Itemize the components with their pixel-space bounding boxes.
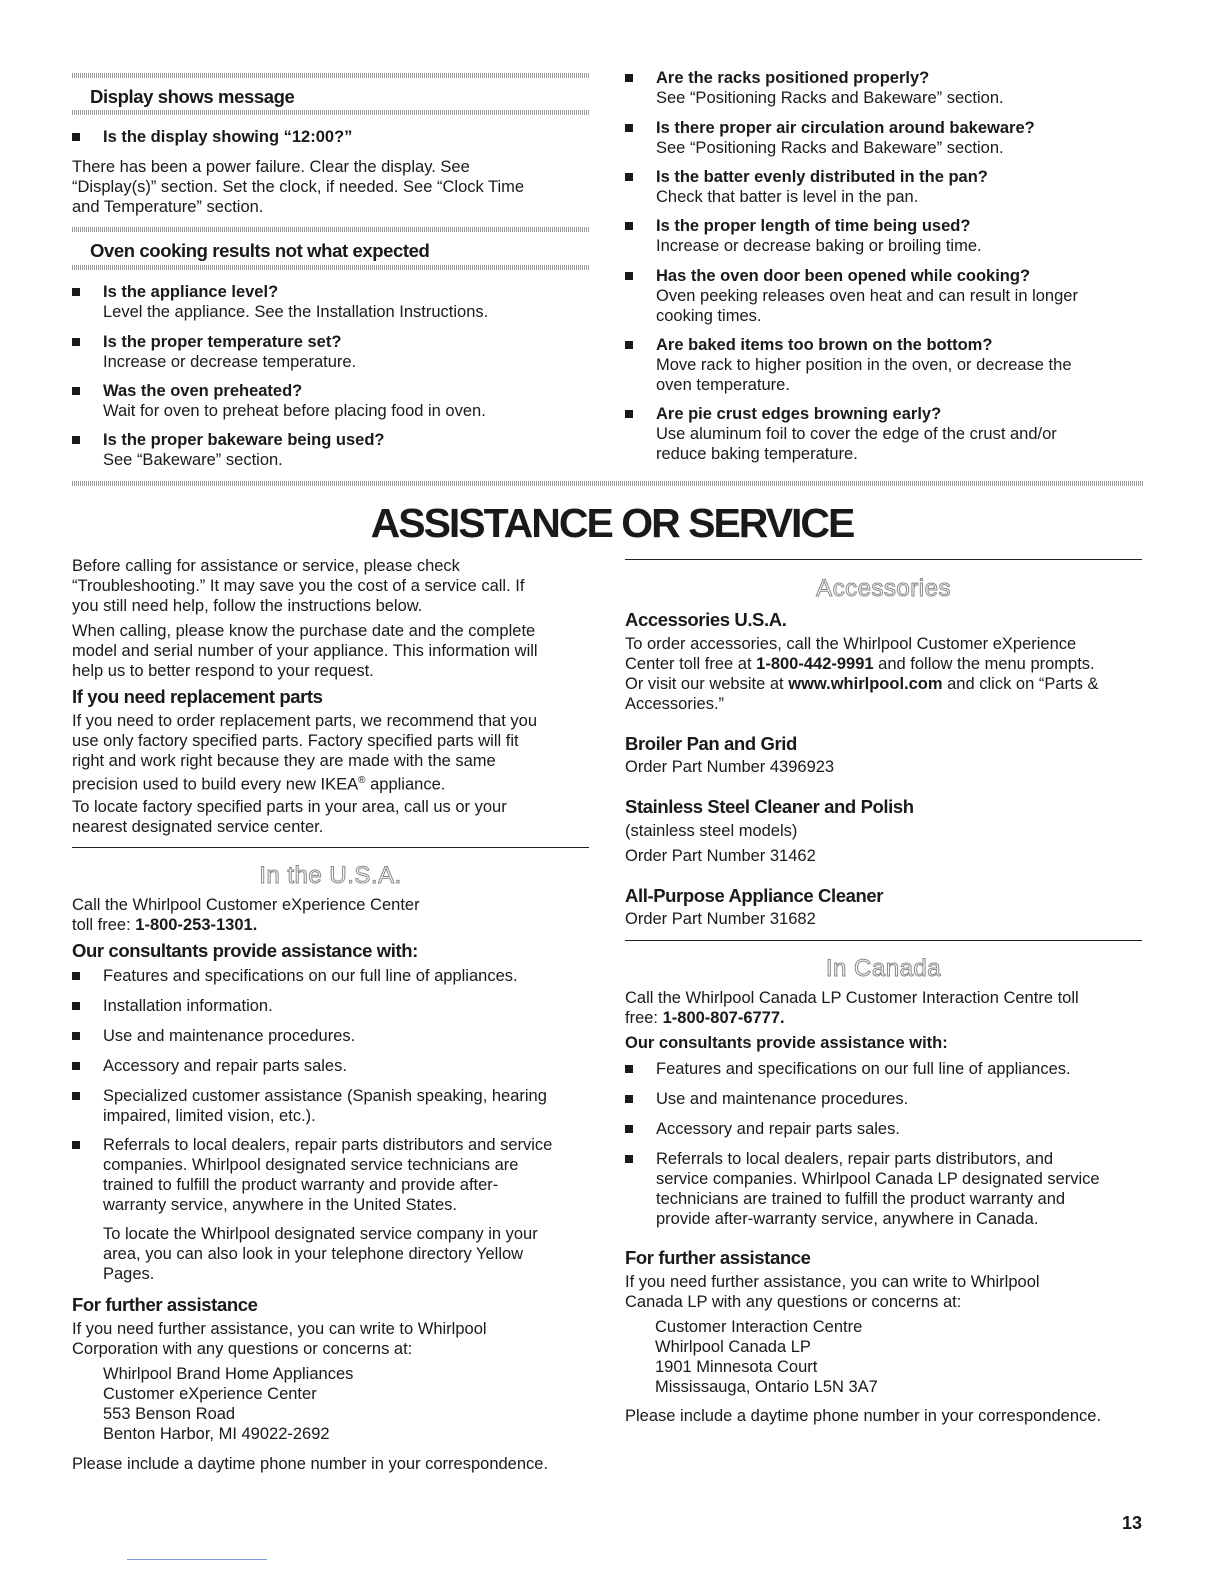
bullet-icon [625, 1155, 633, 1163]
parts-paragraph-2: To locate factory specified parts in your area, call us or your nearest designated service center. [72, 798, 507, 836]
list-item [625, 1059, 1165, 1079]
usa-heading: In the U.S.A. [259, 862, 402, 889]
bullet-icon [625, 410, 633, 418]
bullet-icon [625, 124, 633, 132]
bullet-icon [72, 436, 80, 444]
allpurpose-part: Order Part Number 31682 [625, 910, 816, 928]
intro-paragraph-1: Before calling for assistance or service, please check “Troubleshooting.” It may save you the cost of a service call. If you still need help, follow the instructions below. [72, 557, 525, 615]
usa-further-heading: For further assistance [72, 1294, 258, 1315]
bullet-icon [72, 1062, 80, 1070]
answer-line: Level the appliance. See the Installation Instructions. [103, 303, 489, 321]
list-item [625, 68, 1165, 108]
canada-further-text: If you need further assistance, you can write to Whirlpool Canada LP with any questions or concerns at: [625, 1273, 1040, 1311]
bullet-icon [72, 972, 80, 980]
allpurpose-heading: All-Purpose Appliance Cleaner [625, 885, 884, 906]
item-line: Accessory and repair parts sales. [656, 1120, 900, 1138]
item-line: Specialized customer assistance (Spanish speaking, hearing [103, 1087, 547, 1105]
assistance-title: ASSISTANCE OR SERVICE [370, 500, 854, 546]
item-line: Use and maintenance procedures. [103, 1027, 356, 1045]
bullet-icon [625, 173, 633, 181]
list-item [72, 966, 602, 986]
stainless-note: (stainless steel models) [625, 822, 798, 840]
display-heading: Display shows message [90, 86, 295, 107]
answer-line: Oven peeking releases oven heat and can result in longer [656, 287, 1078, 305]
bullet-icon [625, 74, 633, 82]
item-line: service companies. Whirlpool Canada LP designated service [656, 1170, 1100, 1188]
question: Are pie crust edges browning early? [656, 405, 942, 423]
bullet-icon [72, 1002, 80, 1010]
list-item [72, 1026, 602, 1046]
section-rule [625, 940, 1142, 941]
section-rule [72, 847, 589, 848]
item-line: Referrals to local dealers, repair parts distributors and service [103, 1136, 553, 1154]
broiler-part: Order Part Number 4396923 [625, 758, 835, 776]
stainless-heading: Stainless Steel Cleaner and Polish [625, 796, 914, 817]
website-link: www.whirlpool.com [788, 675, 943, 693]
list-item [625, 216, 1165, 256]
item-line: trained to fulfill the product warranty and provide after- [103, 1176, 499, 1194]
bullet-icon [625, 1065, 633, 1073]
usa-consult-heading: Our consultants provide assistance with: [72, 940, 418, 961]
bullet-icon [72, 1032, 80, 1040]
question: Are baked items too brown on the bottom? [656, 336, 993, 354]
list-item [625, 1149, 1165, 1229]
item-line: Use and maintenance procedures. [656, 1090, 909, 1108]
list-item [625, 1119, 1165, 1139]
usa-locate: To locate the Whirlpool designated service company in your area, you can also look in your telephone directory Yellow Pages. [103, 1225, 538, 1283]
question: Are the racks positioned properly? [656, 69, 930, 87]
item-line: companies. Whirlpool designated service technicians are [103, 1156, 519, 1174]
canada-consult-heading: Our consultants provide assistance with: [625, 1034, 948, 1052]
dotted-rule [72, 73, 589, 78]
answer-line: Wait for oven to preheat before placing food in oven. [103, 402, 486, 420]
bullet-icon [625, 272, 633, 280]
question: Is the proper length of time being used? [656, 217, 971, 235]
answer-line: See “Positioning Racks and Bakeware” section. [656, 139, 1004, 157]
item-line: Features and specifications on our full line of appliances. [656, 1060, 1071, 1078]
page-number: 13 [1121, 1513, 1142, 1533]
list-item [625, 404, 1165, 464]
list-item [625, 335, 1165, 395]
list-item [72, 996, 602, 1016]
answer-line: Increase or decrease baking or broiling time. [656, 237, 982, 255]
dotted-rule [72, 227, 589, 232]
answer-line: reduce baking temperature. [656, 445, 858, 463]
list-item [72, 381, 602, 421]
item-line: provide after-warranty service, anywhere in Canada. [656, 1210, 1039, 1228]
list-item [72, 430, 602, 470]
list-item [625, 167, 1165, 207]
stainless-part: Order Part Number 31462 [625, 847, 816, 865]
item-line: technicians are trained to fulfill the product warranty and [656, 1190, 1066, 1208]
usa-include: Please include a daytime phone number in your correspondence. [72, 1455, 549, 1473]
footer-rule [127, 1559, 267, 1560]
list-item [625, 266, 1165, 326]
answer-line: Increase or decrease temperature. [103, 353, 357, 371]
item-line: Installation information. [103, 997, 273, 1015]
usa-further-text: If you need further assistance, you can write to Whirlpool Corporation with any questions or concerns at: [72, 1320, 487, 1358]
bullet-icon [625, 341, 633, 349]
dotted-rule [72, 110, 589, 115]
answer-line: See “Bakeware” section. [103, 451, 283, 469]
bullet-icon [72, 1092, 80, 1100]
question: Is the proper bakeware being used? [103, 431, 385, 449]
question: Is the batter evenly distributed in the pan? [656, 168, 988, 186]
canada-call: Call the Whirlpool Canada LP Customer Interaction Centre toll free: 1-800-807-6777. [625, 989, 1079, 1027]
list-item [72, 282, 602, 322]
answer-line: Use aluminum foil to cover the edge of the crust and/or [656, 425, 1057, 443]
broiler-heading: Broiler Pan and Grid [625, 733, 797, 754]
question: Was the oven preheated? [103, 382, 303, 400]
question: Is the proper temperature set? [103, 333, 342, 351]
dotted-rule [72, 265, 589, 270]
canada-include: Please include a daytime phone number in your correspondence. [625, 1407, 1102, 1425]
dotted-rule [72, 481, 1144, 486]
list-item [72, 332, 602, 372]
item-line: Features and specifications on our full line of appliances. [103, 967, 518, 985]
bullet-icon [72, 1141, 80, 1149]
accessories-heading: Accessories [816, 575, 951, 602]
bullet-icon [625, 222, 633, 230]
parts-heading: If you need replacement parts [72, 686, 323, 707]
usa-call: Call the Whirlpool Customer eXperience Center toll free: 1-800-253-1301. [72, 896, 420, 934]
parts-paragraph-1: If you need to order replacement parts, we recommend that you use only factory specified parts. Factory specified parts will fit right and work right because they are made with the same precision used to build every new IKEA® appliance. [72, 712, 537, 794]
display-question-item [72, 127, 592, 147]
answer-line: Move rack to higher position in the oven, or decrease the [656, 356, 1072, 374]
accessories-usa-text: To order accessories, call the Whirlpool Customer eXperience Center toll free at 1-800-442-9991 and follow the menu prompts. Or visit our website at www.whirlpool.com and click on “Parts & Accessories.” [625, 635, 1099, 713]
answer-line: oven temperature. [656, 376, 790, 394]
canada-heading: In Canada [825, 955, 942, 982]
bullet-icon [625, 1095, 633, 1103]
canada-address: Customer Interaction Centre Whirlpool Canada LP 1901 Minnesota Court Mississauga, Ontario L5N 3A7 [655, 1318, 878, 1396]
display-answer: There has been a power failure. Clear the display. See “Display(s)” section. Set the clock, if needed. See “Clock Time and Temperature” section. [72, 158, 525, 216]
list-item [72, 1135, 602, 1215]
item-line: warranty service, anywhere in the United States. [103, 1196, 458, 1214]
question: Has the oven door been opened while cooking? [656, 267, 1031, 285]
canada-further-heading: For further assistance [625, 1247, 811, 1268]
question: Is there proper air circulation around bakeware? [656, 119, 1035, 137]
answer-line: Check that batter is level in the pan. [656, 188, 919, 206]
list-item [625, 1089, 1165, 1109]
list-item [72, 1056, 602, 1076]
bullet-icon [72, 338, 80, 346]
accessories-usa-heading: Accessories U.S.A. [625, 609, 787, 630]
answer-line: cooking times. [656, 307, 762, 325]
bullet-icon [72, 133, 80, 141]
bullet-icon [625, 1125, 633, 1133]
list-item [72, 1086, 602, 1126]
item-line: impaired, limited vision, etc.). [103, 1107, 316, 1125]
display-question: Is the display showing “12:00?” [103, 128, 353, 146]
usa-address: Whirlpool Brand Home Appliances Customer eXperience Center 553 Benson Road Benton Harbor, MI 49022-2692 [103, 1365, 354, 1443]
bullet-icon [72, 387, 80, 395]
oven-heading: Oven cooking results not what expected [90, 240, 430, 261]
item-line: Accessory and repair parts sales. [103, 1057, 347, 1075]
list-item [625, 118, 1165, 158]
item-line: Referrals to local dealers, repair parts distributors, and [656, 1150, 1054, 1168]
answer-line: See “Positioning Racks and Bakeware” section. [656, 89, 1004, 107]
question: Is the appliance level? [103, 283, 279, 301]
intro-paragraph-2: When calling, please know the purchase date and the complete model and serial number of your appliance. This information will help us to better respond to your request. [72, 622, 538, 680]
bullet-icon [72, 288, 80, 296]
section-rule [625, 559, 1142, 560]
